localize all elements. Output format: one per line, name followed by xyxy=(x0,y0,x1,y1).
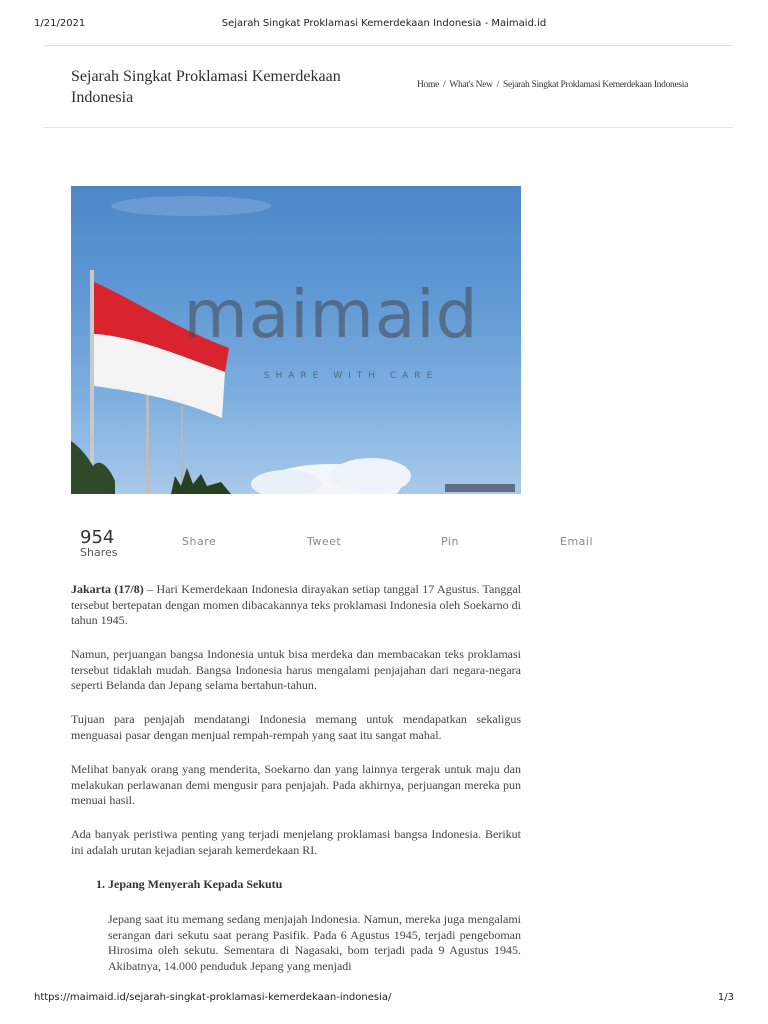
print-footer xyxy=(0,992,768,1006)
print-url: https://maimaid.id/sejarah-singkat-proklamasi-kemerdekaan-indonesia/ xyxy=(34,992,392,1003)
watermark-tagline: SHARE WITH CARE xyxy=(263,371,439,381)
breadcrumb-current: Sejarah Singkat Proklamasi Kemerdekaan Indonesia xyxy=(503,80,689,90)
article-paragraph: Jepang saat itu memang sedang menjajah Indonesia. Namun, mereka juga mengalami serangan dari sekutu saat perang Pasifik. Pada 6 Agustus 1945, terjadi pengeboman Hirosima oleh sekutu. Sementara di Nagasaki, bom terjadi pada 9 Agustus 1945. Akibatnya, 14.000 penduduk Jepang yang menjadi xyxy=(108,912,521,973)
article-paragraph: Namun, perjuangan bangsa Indonesia untuk bisa merdeka dan membacakan teks proklamasi tersebut tidaklah mudah. Bangsa Indonesia harus mengalami penjajahan dari negara-negara seperti Belanda dan Jepang selama bertahun-tahun. xyxy=(71,647,521,692)
print-page-title: Sejarah Singkat Proklamasi Kemerdekaan Indonesia - Maimaid.id xyxy=(221,18,547,29)
breadcrumb-whats-new-link[interactable]: What's New xyxy=(449,80,493,90)
breadcrumb xyxy=(417,80,737,90)
hero-image xyxy=(71,186,521,494)
tweet-button[interactable]: Tweet xyxy=(307,535,342,548)
page-title: Sejarah Singkat Proklamasi Kemerdekaan Indonesia xyxy=(71,68,341,106)
pin-button[interactable]: Pin xyxy=(441,535,459,548)
article-paragraph xyxy=(71,582,521,629)
watermark-logo: maimaid xyxy=(183,276,479,353)
article-paragraph: Ada banyak peristiwa penting yang terjadi menjelang proklamasi bangsa Indonesia. Berikut ini adalah urutan kejadian sejarah kemerdekaan RI. xyxy=(71,827,521,857)
share-count-label: Shares xyxy=(80,546,118,559)
share-count: 954 xyxy=(80,527,115,548)
breadcrumb-home-link[interactable]: Home xyxy=(417,80,440,90)
email-button[interactable]: Email xyxy=(560,535,594,548)
header-divider xyxy=(44,127,733,128)
share-button[interactable]: Share xyxy=(182,535,217,548)
paragraph-text: – Hari Kemerdekaan Indonesia dirayakan setiap tanggal 17 Agustus. Tanggal tersebut bertepatan dengan momen dibacakannya teks proklamasi Indonesia oleh Soekarno di tahun 1945. xyxy=(71,582,521,627)
photo-credit xyxy=(445,484,515,492)
dateline: Jakarta (17/8) xyxy=(71,582,144,596)
print-date: 1/21/2021 xyxy=(34,18,86,29)
top-divider xyxy=(44,45,733,46)
print-header xyxy=(0,18,768,32)
section-heading: 1. Jepang Menyerah Kepada Sekutu xyxy=(96,877,283,891)
article-paragraph: Tujuan para penjajah mendatangi Indonesia memang untuk mendapatkan sekaligus menguasai pasar dengan menjual rempah-rempah yang saat itu sangat mahal. xyxy=(71,712,521,742)
breadcrumb-separator: / xyxy=(496,80,500,90)
print-page-number: 1/3 xyxy=(717,992,734,1003)
article-paragraph: Melihat banyak orang yang menderita, Soekarno dan yang lainnya tergerak untuk maju dan melakukan perlawanan demi mengusir para penjajah. Pada akhirnya, perjuangan mereka pun menuai hasil. xyxy=(71,762,521,807)
breadcrumb-separator: / xyxy=(443,80,446,90)
